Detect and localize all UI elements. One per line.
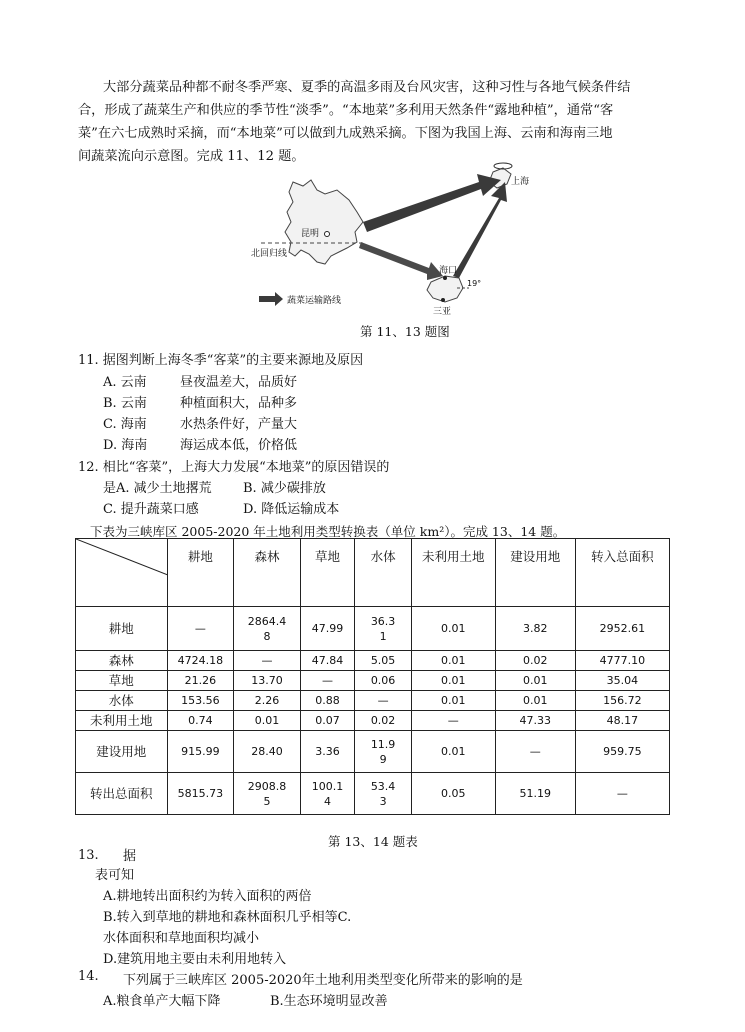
- table-cell: 0.01: [495, 671, 575, 691]
- row-header: 建设用地: [76, 731, 168, 773]
- q13-option-b: B.转入到草地的耕地和森林面积几乎相等C.: [103, 910, 352, 925]
- row-header: 草地: [76, 671, 168, 691]
- col-header-6: 转入总面积: [575, 539, 669, 607]
- q11-option-a-text: 昼夜温差大，品质好: [180, 375, 298, 390]
- q13-stem-1: 据: [123, 849, 137, 864]
- q13-option-a: A.耕地转出面积约为转入面积的两倍: [103, 889, 312, 904]
- table-cell: 153.56: [167, 691, 234, 711]
- q11-option-b-text: 种植面积大，品种多: [180, 396, 298, 411]
- table-cell: 0.05: [411, 773, 495, 815]
- table-cell: —: [234, 651, 301, 671]
- label-kunming: 昆明: [301, 229, 320, 239]
- table-row: [76, 773, 670, 815]
- table-cell: 11.9 9: [355, 731, 411, 773]
- col-header-1: 森林: [234, 539, 301, 607]
- table-cell: 28.40: [234, 731, 301, 773]
- table-cell: 3.82: [495, 607, 575, 651]
- table-cell: 0.01: [411, 607, 495, 651]
- table-cell: 915.99: [167, 731, 234, 773]
- q14-number: 14.: [78, 969, 99, 984]
- intro-line-2: 合，形成了蔬菜生产和供应的季节性“淡季”。“本地菜”多利用天然条件“露地种植”，通常“客: [78, 103, 614, 118]
- table-cell: 2.26: [234, 691, 301, 711]
- legend-arrow: [259, 292, 283, 306]
- table-cell: 0.02: [355, 711, 411, 731]
- table-cell: 0.01: [411, 651, 495, 671]
- q12-option-d: D. 降低运输成本: [243, 502, 340, 517]
- table-cell: 0.01: [411, 731, 495, 773]
- intro-line-3: 菜”在六七成熟时采摘，而“本地菜”可以做到九成熟采摘。下图为我国上海、云南和海南三地: [78, 126, 613, 141]
- table-cell: 35.04: [575, 671, 669, 691]
- table-cell: 0.01: [234, 711, 301, 731]
- q11-option-d-text: 海运成本低，价格低: [180, 438, 298, 453]
- table-cell: —: [355, 691, 411, 711]
- map-caption: 第 11、13 题图: [360, 324, 450, 339]
- row-header: 耕地: [76, 607, 168, 651]
- table-row: [76, 731, 670, 773]
- q14-stem: 下列属于三峡库区 2005-2020年土地利用类型变化所带来的影响的是: [123, 973, 523, 988]
- q11-option-c: C. 海南: [103, 417, 147, 432]
- table-cell: 48.17: [575, 711, 669, 731]
- row-header: 森林: [76, 651, 168, 671]
- table-cell: 959.75: [575, 731, 669, 773]
- table-body: [76, 607, 670, 815]
- q12-stem: 12. 相比“客菜”，上海大力发展“本地菜”的原因错误的: [78, 460, 390, 475]
- row-header: 未利用土地: [76, 711, 168, 731]
- q11-option-c-text: 水热条件好，产量大: [180, 417, 298, 432]
- table-cell: 4777.10: [575, 651, 669, 671]
- label-latitude: 19°: [467, 279, 482, 288]
- table-cell: 0.88: [300, 691, 355, 711]
- table-cell: 51.19: [495, 773, 575, 815]
- table-row: [76, 607, 670, 651]
- q11-option-d: D. 海南: [103, 438, 148, 453]
- table-cell: 36.3 1: [355, 607, 411, 651]
- q13-number: 13.: [78, 848, 99, 863]
- q11-option-b: B. 云南: [103, 396, 147, 411]
- haikou-dot: [443, 276, 447, 280]
- table-cell: 2908.8 5: [234, 773, 301, 815]
- table-cell: 2952.61: [575, 607, 669, 651]
- q12-option-c: C. 提升蔬菜口感: [103, 502, 199, 517]
- row-header: 水体: [76, 691, 168, 711]
- table-cell: 5815.73: [167, 773, 234, 815]
- table-row: [76, 671, 670, 691]
- table-cell: 0.06: [355, 671, 411, 691]
- table-cell: 0.01: [411, 671, 495, 691]
- table-row: [76, 651, 670, 671]
- land-use-table: [75, 538, 670, 815]
- vegetable-flow-map: [245, 160, 545, 318]
- table-corner-cell: [76, 539, 168, 607]
- table-cell: 13.70: [234, 671, 301, 691]
- table-cell: —: [167, 607, 234, 651]
- kunming-dot: [325, 232, 330, 237]
- table-cell: —: [575, 773, 669, 815]
- q14-option-b: B.生态环境明显改善: [270, 994, 388, 1009]
- table-cell: 100.1 4: [300, 773, 355, 815]
- table-cell: 21.26: [167, 671, 234, 691]
- col-header-5: 建设用地: [495, 539, 575, 607]
- intro-line-1: 大部分蔬菜品种都不耐冬季严寒、夏季的高温多雨及台风灾害，这种习性与各地气候条件结: [103, 80, 631, 95]
- table-cell: 4724.18: [167, 651, 234, 671]
- intro-line-4: 间蔬菜流向示意图。完成 11、12 题。: [78, 149, 305, 164]
- table-cell: 47.33: [495, 711, 575, 731]
- q11-stem: 11. 据图判断上海冬季“客菜”的主要来源地及原因: [78, 353, 364, 368]
- col-header-0: 耕地: [167, 539, 234, 607]
- table-intro: 下表为三峡库区 2005-2020 年土地利用类型转换表（单位 km²）。完成 13、14 题。: [90, 524, 566, 539]
- table-cell: 0.07: [300, 711, 355, 731]
- table-cell: 5.05: [355, 651, 411, 671]
- yunnan-region: [285, 180, 363, 264]
- q12-option-b: B. 减少碳排放: [243, 481, 326, 496]
- table-cell: 2864.4 8: [234, 607, 301, 651]
- table-cell: 53.4 3: [355, 773, 411, 815]
- table-cell: 156.72: [575, 691, 669, 711]
- table-row: [76, 691, 670, 711]
- table-cell: 47.84: [300, 651, 355, 671]
- arrow-yunnan-shanghai: [363, 174, 501, 232]
- label-legend: 蔬菜运输路线: [287, 296, 342, 306]
- q14-option-a: A.粮食单产大幅下降: [103, 994, 221, 1009]
- table-cell: —: [300, 671, 355, 691]
- label-sanya: 三亚: [433, 307, 452, 317]
- col-header-3: 水体: [355, 539, 411, 607]
- table-cell: —: [411, 711, 495, 731]
- q13-option-d: D.建筑用地主要由未利用地转入: [103, 952, 287, 967]
- table-cell: 0.01: [495, 691, 575, 711]
- col-header-4: 未利用土地: [411, 539, 495, 607]
- label-tropic: 北回归线: [251, 249, 288, 259]
- table-row: [76, 711, 670, 731]
- table-cell: 0.02: [495, 651, 575, 671]
- arrow-yunnan-hainan: [359, 242, 443, 280]
- sanya-dot: [441, 298, 445, 302]
- q11-option-a: A. 云南: [103, 375, 147, 390]
- col-header-2: 草地: [300, 539, 355, 607]
- label-haikou: 海口: [439, 266, 458, 276]
- table-cell: 0.01: [411, 691, 495, 711]
- row-header: 转出总面积: [76, 773, 168, 815]
- q12-option-a: 是A. 减少土地撂荒: [103, 481, 212, 496]
- table-cell: —: [495, 731, 575, 773]
- table-caption: 第 13、14 题表: [328, 834, 418, 849]
- table-cell: 0.74: [167, 711, 234, 731]
- label-shanghai: 上海: [511, 177, 530, 187]
- q13-option-c: 水体面积和草地面积均减小: [103, 931, 260, 946]
- q13-stem-2: 表可知: [95, 868, 135, 883]
- table-cell: 47.99: [300, 607, 355, 651]
- table-cell: 3.36: [300, 731, 355, 773]
